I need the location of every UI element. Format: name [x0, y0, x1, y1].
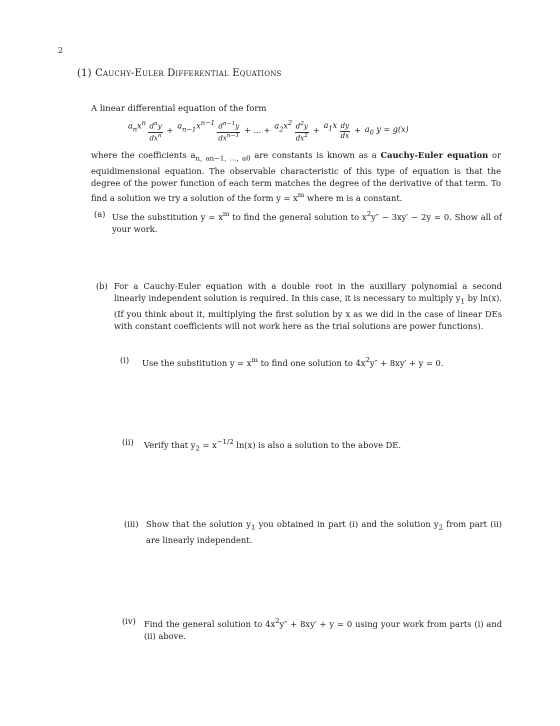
eq-t3-num	[295, 122, 309, 132]
subpart-i-exp-2: 2	[365, 356, 370, 364]
desc-coef-list: n, an−1, ..., a0	[195, 154, 251, 163]
subpart-iv	[122, 615, 503, 642]
subpart-i-text-3: y″ + 8xy′ + y = 0.	[369, 357, 444, 368]
eq-t2-sub: n−1	[182, 125, 197, 134]
eq-term-3	[274, 119, 309, 142]
eq-term-4	[324, 121, 351, 140]
part-a-exp-2: 2	[366, 210, 372, 218]
eq-t3-sub: 2	[279, 125, 284, 134]
subpart-iv-text-1: Find the general solution to 4x	[144, 618, 276, 629]
eq-t2-num-y: y	[235, 122, 240, 131]
eq-t1-frac	[148, 122, 162, 142]
subpart-iii-sub-2: 2	[438, 523, 444, 532]
description-paragraph	[91, 149, 501, 203]
eq-t1-den-pow: n	[157, 132, 162, 139]
eq-t2-num-d: d	[218, 122, 223, 131]
subpart-iii-label: (iii)	[124, 519, 139, 529]
eq-t1-x: x	[137, 121, 142, 131]
page-number: 2	[58, 46, 64, 55]
subpart-iii-sub-1: 1	[250, 523, 256, 532]
section-title	[77, 68, 282, 79]
eq-t2-frac	[217, 122, 240, 142]
eq-t3-coef: a	[274, 121, 280, 131]
desc-part-1: where the coefficients a	[91, 150, 196, 160]
part-a-label: (a)	[94, 209, 106, 219]
eq-t1-num-pow: n	[153, 121, 158, 128]
section-title-text: (1) Cauchy-Euler Differential Equations	[77, 68, 282, 79]
eq-t4-coef: a	[323, 120, 329, 130]
subpart-i	[120, 354, 502, 369]
eq-t2-den	[218, 133, 239, 142]
subpart-iii	[124, 518, 503, 546]
eq-t2-den-pow: n−1	[226, 132, 240, 139]
eq-ellipsis: + ... +	[244, 125, 271, 135]
eq-plus-3: +	[312, 125, 320, 135]
eq-t4-frac	[340, 123, 350, 140]
subpart-ii	[122, 436, 502, 454]
eq-t3-xpow: 2	[287, 119, 293, 127]
subpart-i-label: (i)	[120, 355, 130, 365]
eq-t5-coef: a	[364, 124, 370, 134]
desc-part-4: where m is a constant.	[304, 192, 403, 203]
subpart-ii-exp-2: −1/2	[216, 438, 234, 446]
part-b-text-1: For a Cauchy-Euler equation with a double root in the auxillary polynomial a second linearly independent solution is required. In this case, it is necessary to multiply y	[114, 281, 502, 303]
subpart-i-text-2: to find one solution to 4x	[257, 357, 366, 368]
subpart-ii-text-3: ln(x) is also a solution to the above DE.	[233, 439, 401, 450]
eq-t2-num	[217, 122, 240, 132]
part-b-text-2: by ln(x). (If you think about it, multiplying the first solution by x as we did in the case of linear DEs with constant coefficients will not work here as the trial solutions are power functions).	[114, 293, 503, 331]
eq-t2-x: x	[196, 121, 201, 131]
desc-exp: m	[297, 190, 305, 199]
eq-t1-den	[149, 133, 161, 142]
eq-t1-num	[148, 122, 162, 132]
eq-t1-num-d: d	[149, 122, 154, 131]
eq-t1-num-y: y	[157, 122, 162, 131]
eq-t5-sub: 0	[369, 128, 374, 137]
subpart-iv-exp-1: 2	[275, 617, 280, 625]
eq-t2-xpow: n−1	[200, 119, 215, 127]
eq-t3-num-pow: 2	[300, 121, 304, 128]
eq-t1-sub: n	[132, 125, 138, 134]
subpart-i-exp-1: m	[251, 356, 258, 364]
eq-t4-x: x	[332, 120, 338, 130]
subpart-iii-text-1: Show that the solution y	[146, 519, 251, 529]
eq-t1-xpow: n	[141, 119, 146, 127]
eq-t1-den-dx: dx	[149, 133, 158, 142]
desc-part-2: are constants is known as a	[250, 150, 381, 160]
eq-t3-den	[296, 133, 308, 142]
eq-plus-1: +	[166, 125, 174, 135]
eq-term-5	[365, 125, 409, 137]
eq-term-2	[177, 119, 240, 142]
part-a-text-2: to find the general solution to x	[229, 211, 367, 222]
eq-t1-coef: a	[128, 121, 133, 131]
part-b-label: (b)	[96, 281, 108, 291]
part-a-exp-1: m	[222, 210, 230, 218]
subpart-iii-text-3: from part (ii) are linearly independent.	[146, 519, 503, 545]
eq-term-1	[128, 119, 163, 142]
subpart-ii-text-2: = x	[199, 439, 217, 450]
eq-t2-num-pow: n−1	[222, 121, 236, 128]
eq-t3-num-y: y	[303, 122, 308, 131]
eq-t4-den: dx	[340, 131, 350, 140]
eq-t3-den-pow: 2	[304, 132, 308, 139]
cauchy-euler-equation	[128, 119, 488, 147]
eq-t4-num: dy	[340, 121, 350, 130]
part-a	[94, 208, 503, 235]
intro-text: A linear differential equation of the form	[91, 104, 267, 114]
eq-t3-frac	[295, 122, 309, 142]
eq-plus-4: +	[354, 125, 361, 135]
part-a-text-3: y″ − 3xy′ − 2y = 0. Show all of your work.	[112, 211, 503, 234]
eq-t3-x: x	[283, 121, 288, 131]
eq-t3-den-dx: dx	[295, 133, 305, 142]
part-b	[96, 280, 503, 332]
part-a-text-1: Use the substitution y = x	[112, 211, 223, 222]
eq-t2-den-dx: dx	[218, 133, 227, 142]
subpart-ii-label: (ii)	[122, 437, 134, 447]
desc-part-3: or equidimensional equation. The observable characteristic of this type of equation is that the degree of the power function of each term matches the degree of the derivative of that term. To find a solution we try a solution of the form y = x	[91, 150, 501, 203]
eq-t2-coef: a	[177, 121, 183, 131]
subpart-ii-text-1: Verify that y	[144, 439, 196, 450]
subpart-iv-text-2: y″ + 8xy′ + y = 0 using your work from parts (i) and (ii) above.	[144, 618, 503, 641]
subpart-i-text-1: Use the substitution y = x	[142, 357, 252, 368]
eq-t3-num-d: d	[295, 122, 301, 131]
desc-bold-term: Cauchy-Euler equation	[380, 150, 489, 160]
subpart-ii-sub-1: 2	[195, 444, 200, 453]
subpart-iii-text-2: you obtained in part (i) and the solution y	[255, 519, 439, 529]
part-b-sub: 1	[460, 297, 465, 306]
subpart-iv-label: (iv)	[122, 616, 136, 626]
eq-t4-sub: 1	[328, 124, 333, 133]
eq-t5-rhs: y = g(x)	[376, 124, 409, 134]
